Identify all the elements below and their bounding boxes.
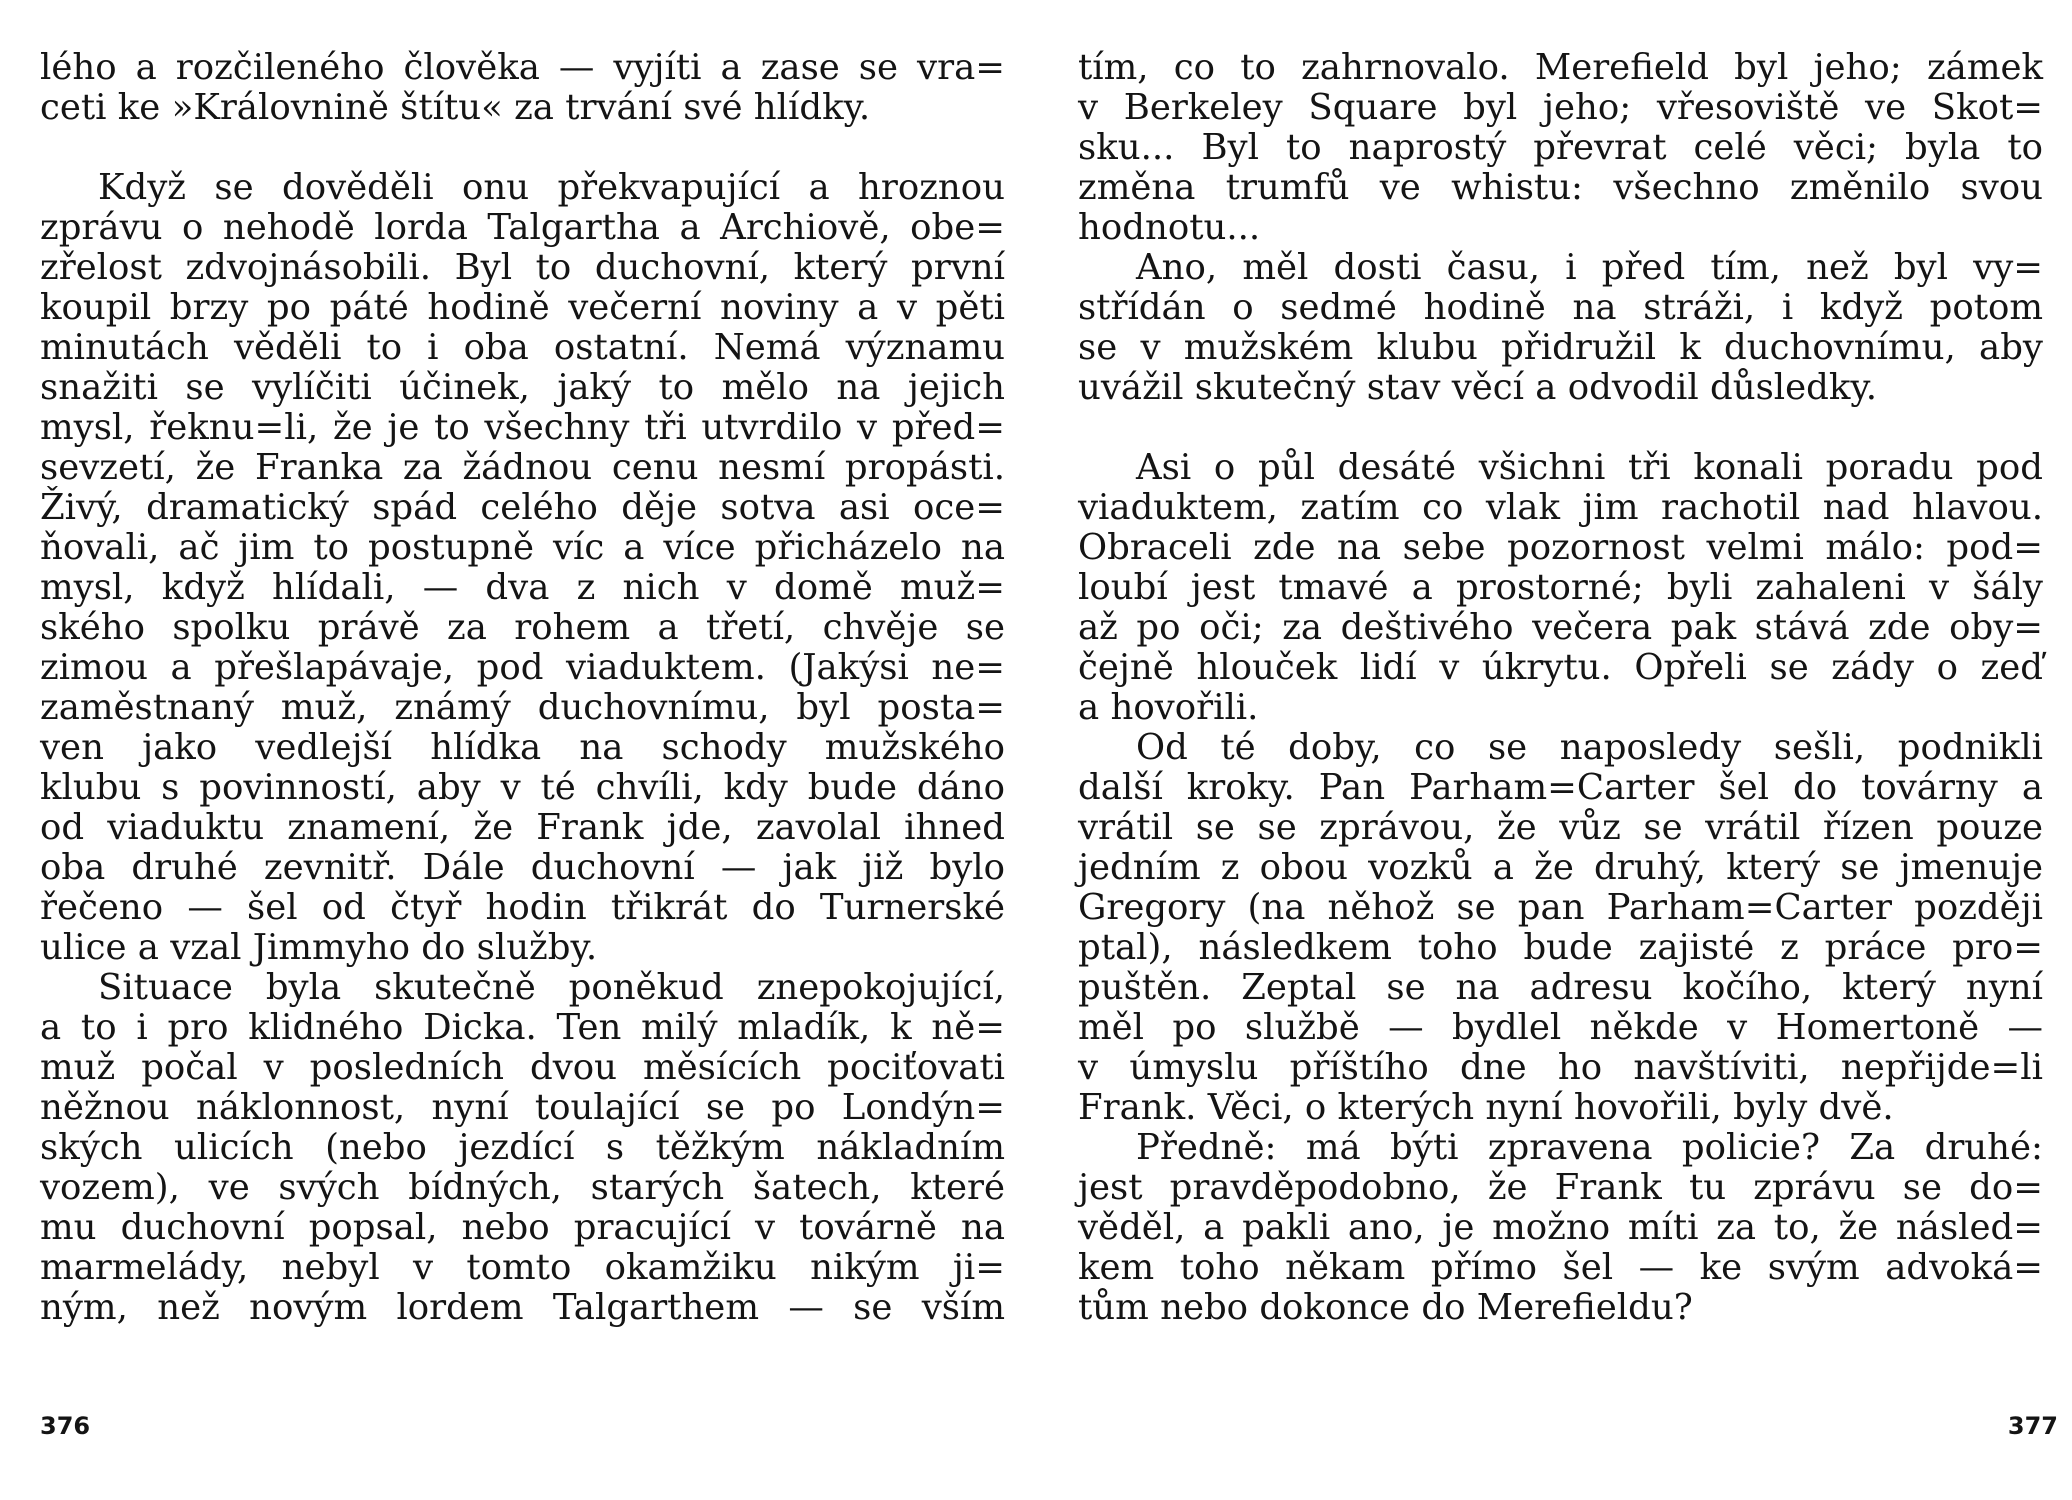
text-line: muž počal v posledních dvou měsících pociťovati bbox=[40, 1047, 1005, 1088]
text-line: tům nebo dokonce do Merefieldu? bbox=[1078, 1287, 1693, 1328]
text-line: ptal), následkem toho bude zajisté z práce pro= bbox=[1078, 927, 2043, 968]
text-line: a to i pro klidného Dicka. Ten milý mladík, k ně= bbox=[40, 1007, 1005, 1048]
text-line: koupil brzy po páté hodině večerní noviny a v pěti bbox=[40, 287, 1005, 328]
text-line: sevzetí, že Franka za žádnou cenu nesmí propásti. bbox=[40, 447, 1005, 488]
text-line: vrátil se se zprávou, že vůz se vrátil řízen pouze bbox=[1078, 807, 2043, 848]
text-line: od viaduktu znamení, že Frank jde, zavolal ihned bbox=[40, 807, 1005, 848]
text-line: ceti ke »Královnině štítu« za trvání své hlídky. bbox=[40, 87, 871, 128]
text-line: zprávu o nehodě lorda Talgartha a Archiově, obe= bbox=[40, 207, 1005, 248]
text-line: zřelost zdvojnásobili. Byl to duchovní, který první bbox=[40, 247, 1005, 288]
text-line: jest pravděpodobno, že Frank tu zprávu se do= bbox=[1078, 1167, 2043, 1208]
text-line: v úmyslu příštího dne ho navštíviti, nepřijde=li bbox=[1078, 1047, 2043, 1088]
text-line: kem toho někam přímo šel — ke svým advoká= bbox=[1078, 1247, 2043, 1288]
text-line: až po oči; za deštivého večera pak stává zde oby= bbox=[1078, 607, 2043, 648]
text-line: klubu s povinností, aby v té chvíli, kdy bude dáno bbox=[40, 767, 1005, 808]
text-line: řečeno — šel od čtyř hodin třikrát do Turnerské bbox=[40, 887, 1005, 928]
text-line: zimou a přešlapávaje, pod viaduktem. (Jakýsi ne= bbox=[40, 647, 1005, 688]
right-page bbox=[1078, 48, 2058, 1488]
text-line: Frank. Věci, o kterých nyní hovořili, byly dvě. bbox=[1078, 1087, 1894, 1128]
text-line: oba druhé zevnitř. Dále duchovní — jak již bylo bbox=[40, 847, 1005, 888]
text-line: vozem), ve svých bídných, starých šatech, které bbox=[40, 1167, 1005, 1208]
text-line: mysl, řeknu=li, že je to všechny tři utvrdilo v před= bbox=[40, 407, 1005, 448]
text-line: Předně: má býti zpravena policie? Za druhé: bbox=[1136, 1127, 2043, 1168]
text-line: mu duchovní popsal, nebo pracující v továrně na bbox=[40, 1207, 1005, 1248]
text-line: se v mužském klubu přidružil k duchovnímu, aby bbox=[1078, 327, 2043, 368]
text-line: ňovali, ač jim to postupně víc a více přicházelo na bbox=[40, 527, 1005, 568]
page-number: 377 bbox=[2007, 1412, 2058, 1440]
left-page-text bbox=[40, 48, 1005, 1328]
text-line: v Berkeley Square byl jeho; vřesoviště ve Skot= bbox=[1078, 87, 2043, 128]
left-page bbox=[40, 48, 1020, 1488]
text-line: puštěn. Zeptal se na adresu kočího, který nyní bbox=[1078, 967, 2043, 1008]
text-line: Od té doby, co se naposledy sešli, podnikli bbox=[1136, 727, 2043, 768]
text-line: uvážil skutečný stav věcí a odvodil důsledky. bbox=[1078, 367, 1878, 408]
text-line: snažiti se vylíčiti účinek, jaký to mělo na jejich bbox=[40, 367, 1005, 408]
right-page-text bbox=[1078, 48, 2043, 1328]
text-line: ným, než novým lordem Talgarthem — se vším bbox=[40, 1287, 1005, 1328]
text-line: střídán o sedmé hodině na stráži, i když potom bbox=[1078, 287, 2043, 328]
text-line: tím, co to zahrnovalo. Merefield byl jeho; zámek bbox=[1078, 47, 2043, 88]
text-line: viaduktem, zatím co vlak jim rachotil nad hlavou. bbox=[1078, 487, 2043, 528]
text-line: Ano, měl dosti času, i před tím, než byl vy= bbox=[1136, 247, 2043, 288]
text-line: další kroky. Pan Parham=Carter šel do továrny a bbox=[1078, 767, 2043, 808]
text-line: mysl, když hlídali, — dva z nich v domě muž= bbox=[40, 567, 1005, 608]
text-line: Když se dověděli onu překvapující a hroznou bbox=[98, 167, 1005, 208]
text-line: loubí jest tmavé a prostorné; byli zahaleni v šály bbox=[1078, 567, 2043, 608]
text-line: něžnou náklonnost, nyní toulající se po Londýn= bbox=[40, 1087, 1005, 1128]
text-line: věděl, a pakli ano, je možno míti za to, že násled= bbox=[1078, 1207, 2043, 1248]
text-line: Situace byla skutečně poněkud znepokojující, bbox=[98, 967, 1005, 1008]
text-line: změna trumfů ve whistu: všechno změnilo svou bbox=[1078, 167, 2043, 208]
text-line: zaměstnaný muž, známý duchovnímu, byl posta= bbox=[40, 687, 1005, 728]
text-line: ských ulicích (nebo jezdící s těžkým nákladním bbox=[40, 1127, 1005, 1168]
text-line: jedním z obou vozků a že druhý, který se jmenuje bbox=[1078, 847, 2043, 888]
text-line: Gregory (na něhož se pan Parham=Carter později bbox=[1078, 887, 2043, 928]
text-line: čejně hlouček lidí v úkrytu. Opřeli se zády o zeď bbox=[1078, 647, 2043, 688]
text-line: ského spolku právě za rohem a třetí, chvěje se bbox=[40, 607, 1005, 648]
text-line: marmelády, nebyl v tomto okamžiku nikým ji= bbox=[40, 1247, 1005, 1288]
text-line: ven jako vedlejší hlídka na schody mužského bbox=[40, 727, 1005, 768]
text-line: lého a rozčileného člověka — vyjíti a zase se vra= bbox=[40, 47, 1005, 88]
page-number: 376 bbox=[40, 1412, 91, 1440]
text-line: ulice a vzal Jimmyho do služby. bbox=[40, 927, 598, 968]
text-line: sku... Byl to naprostý převrat celé věci; byla to bbox=[1078, 127, 2043, 168]
text-line: Živý, dramatický spád celého děje sotva asi oce= bbox=[40, 487, 1005, 528]
text-line: Asi o půl desáté všichni tři konali poradu pod bbox=[1136, 447, 2043, 488]
text-line: měl po službě — bydlel někde v Homertoně — bbox=[1078, 1007, 2043, 1048]
text-line: a hovořili. bbox=[1078, 687, 1259, 728]
text-line: hodnotu... bbox=[1078, 207, 1261, 248]
text-line: minutách věděli to i oba ostatní. Nemá významu bbox=[40, 327, 1005, 368]
text-line: Obraceli zde na sebe pozornost velmi málo: pod= bbox=[1078, 527, 2043, 568]
